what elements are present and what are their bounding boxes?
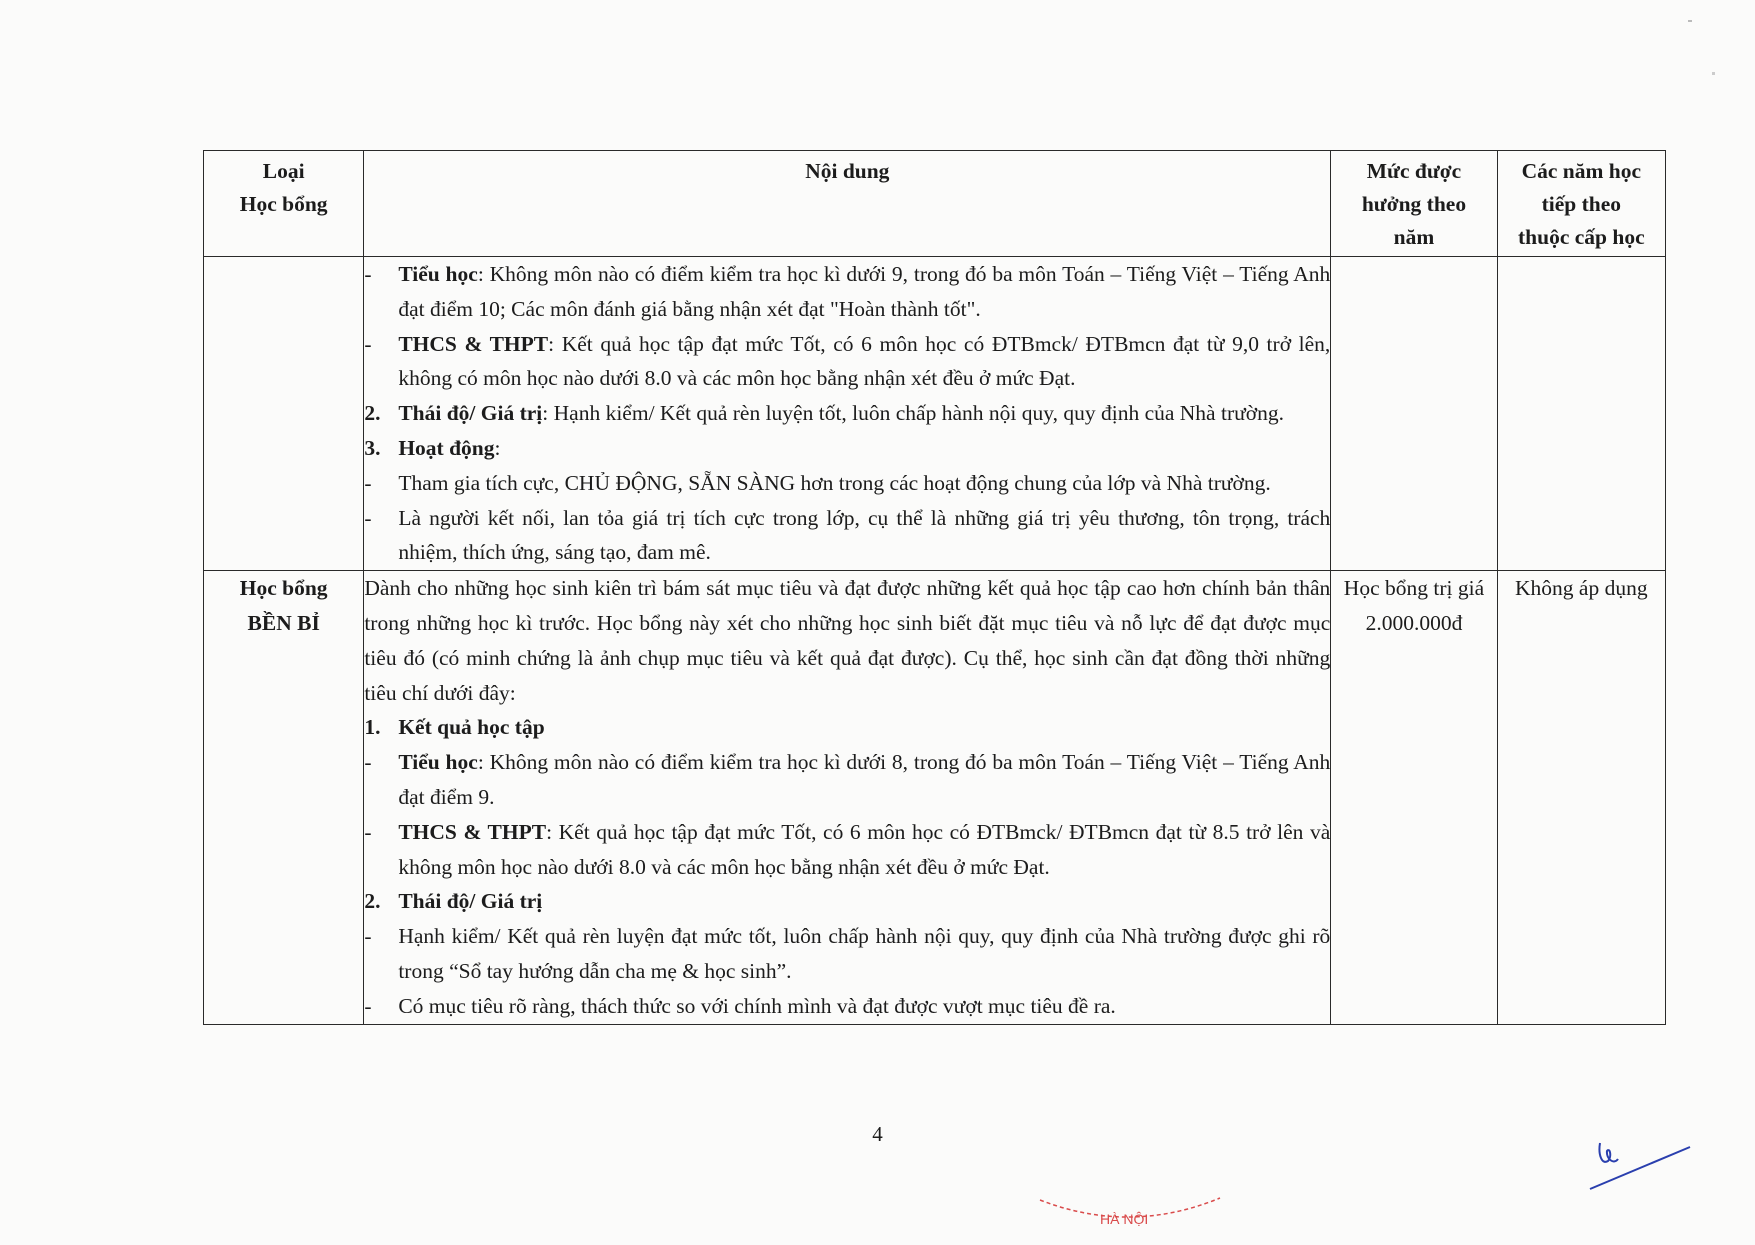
header-type-line-2: Học bổng	[239, 192, 328, 216]
item-text	[398, 989, 1330, 1024]
header-years-line-2: tiếp theo	[1541, 192, 1622, 216]
scholarship-table	[203, 150, 1666, 1025]
header-content	[364, 151, 1331, 257]
item-text	[398, 466, 1330, 501]
scholarship-name-line-2: BỀN BỈ	[247, 610, 320, 635]
criteria-item	[364, 327, 1330, 397]
criteria-item	[364, 501, 1330, 571]
item-marker: -	[364, 750, 372, 775]
header-years	[1497, 151, 1665, 257]
item-heading: Hoạt động	[398, 435, 495, 460]
row1-type-cell	[204, 257, 364, 571]
scan-speck	[1712, 72, 1715, 75]
item-body: Tham gia tích cực, CHỦ ĐỘNG, SẴN SÀNG hơn trong các hoạt động chung của lớp và Nhà trường.	[398, 470, 1271, 495]
item-text	[398, 710, 1330, 745]
page-number: 4	[872, 1122, 883, 1146]
header-type-line-1: Loại	[262, 159, 305, 183]
item-marker: 1.	[364, 715, 381, 740]
row2-amount-cell	[1331, 571, 1497, 1024]
item-heading: Tiểu học	[398, 750, 478, 775]
item-marker: -	[364, 819, 372, 844]
row2-years-cell	[1497, 571, 1665, 1024]
row2-content-cell	[364, 571, 1331, 1024]
row1-criteria-list	[364, 257, 1330, 570]
item-heading: Tiểu học	[398, 262, 478, 286]
item-marker: 2.	[364, 889, 381, 914]
item-marker: 3.	[364, 435, 381, 460]
item-heading: THCS & THPT	[398, 331, 549, 356]
item-body: Là người kết nối, lan tỏa giá trị tích cực trong lớp, cụ thể là những giá trị yêu thương, tôn trọng, trách nhiệm, thích ứng, sáng tạo, đam mê.	[398, 505, 1331, 565]
item-body: : Không môn nào có điểm kiểm tra học kì dưới 8, trong đó ba môn Toán – Tiếng Việt – Tiếng Anh đạt điểm 9.	[398, 750, 1331, 809]
item-text	[398, 431, 1330, 466]
header-amount-line-1: Mức được	[1366, 159, 1462, 183]
item-marker: 2.	[364, 401, 381, 426]
svg-text:HÀ NỘI: HÀ NỘI	[1100, 1211, 1149, 1227]
criteria-item	[364, 710, 1330, 745]
item-text	[398, 884, 1330, 919]
scholarship-name-line-1: Học bổng	[239, 576, 328, 601]
header-amount-line-3: năm	[1393, 225, 1435, 249]
scan-speck	[1688, 20, 1692, 22]
header-content-label: Nội dung	[805, 159, 890, 183]
row2-type-cell	[204, 571, 364, 1024]
item-marker: -	[364, 505, 372, 530]
item-marker: -	[364, 924, 372, 949]
item-body: Hạnh kiểm/ Kết quả rèn luyện đạt mức tốt, luôn chấp hành nội quy, quy định của Nhà trường được ghi rõ trong “Sổ tay hướng dẫn cha mẹ & học sinh”.	[398, 924, 1331, 983]
criteria-item	[364, 466, 1330, 501]
table-row	[204, 571, 1666, 1024]
signature-mark	[1580, 1135, 1700, 1200]
row2-amount-text: Học bổng trị giá 2.000.000đ	[1343, 576, 1485, 635]
item-text	[398, 745, 1330, 815]
row2-years-text: Không áp dụng	[1515, 576, 1648, 601]
stamp-mark	[1030, 1190, 1230, 1245]
row2-criteria-list	[364, 710, 1330, 1023]
row1-years-cell	[1497, 257, 1665, 571]
item-text	[398, 919, 1330, 989]
item-text	[398, 501, 1330, 571]
header-type	[204, 151, 364, 257]
item-marker: -	[364, 331, 372, 356]
criteria-item	[364, 989, 1330, 1024]
item-heading: THCS & THPT	[398, 819, 547, 844]
item-body: : Không môn nào có điểm kiểm tra học kì dưới 9, trong đó ba môn Toán – Tiếng Việt – Tiếng Anh đạt điểm 10; Các môn đánh giá bằng nhận xét đạt "Hoàn thành tốt".	[398, 262, 1331, 321]
criteria-item	[364, 919, 1330, 989]
header-years-line-1: Các năm học	[1521, 159, 1642, 183]
item-text	[398, 327, 1330, 397]
item-text	[398, 815, 1330, 885]
criteria-item	[364, 884, 1330, 919]
row2-intro-text: Dành cho những học sinh kiên trì bám sát mục tiêu và đạt được những kết quả học tập cao hơn chính bản thân trong những học kì trước. Học bổng này xét cho những học sinh biết đặt mục tiêu và nỗ lực để đạt được mục tiêu đó (có minh chứng là ảnh chụp mục tiêu và kết quả đạt được). Cụ thể, học sinh cần đạt đồng thời những tiêu chí dưới đây:	[364, 576, 1331, 705]
item-body: : Kết quả học tập đạt mức Tốt, có 6 môn học có ĐTBmck/ ĐTBmcn đạt từ 9,0 trở lên, không có môn học nào dưới 8.0 và các môn học bằng nhận xét đều ở mức Đạt.	[398, 331, 1331, 391]
item-marker: -	[364, 262, 372, 286]
item-text	[398, 257, 1330, 327]
item-body: Có mục tiêu rõ ràng, thách thức so với chính mình và đạt được vượt mục tiêu đề ra.	[398, 993, 1116, 1018]
row1-amount-cell	[1331, 257, 1497, 571]
item-heading: Kết quả học tập	[398, 715, 545, 740]
table-row	[204, 257, 1666, 571]
item-marker: -	[364, 993, 372, 1018]
criteria-item	[364, 745, 1330, 815]
criteria-item	[364, 257, 1330, 327]
header-years-line-3: thuộc cấp học	[1518, 225, 1645, 249]
item-body: : Hạnh kiểm/ Kết quả rèn luyện tốt, luôn chấp hành nội quy, quy định của Nhà trường.	[542, 401, 1284, 426]
header-amount	[1331, 151, 1497, 257]
item-marker: -	[364, 470, 372, 495]
criteria-item	[364, 396, 1330, 431]
row1-content-cell	[364, 257, 1331, 571]
criteria-item	[364, 431, 1330, 466]
item-body: :	[494, 435, 501, 460]
header-amount-line-2: hưởng theo	[1361, 192, 1467, 216]
item-body: : Kết quả học tập đạt mức Tốt, có 6 môn học có ĐTBmck/ ĐTBmcn đạt từ 8.5 trở lên và không môn học nào dưới 8.0 và các môn học bằng nhận xét đều ở mức Đạt.	[398, 819, 1331, 879]
table-header-row	[204, 151, 1666, 257]
item-heading: Thái độ/ Giá trị	[398, 889, 543, 914]
item-text	[398, 396, 1330, 431]
criteria-item	[364, 815, 1330, 885]
item-heading: Thái độ/ Giá trị	[398, 401, 543, 426]
